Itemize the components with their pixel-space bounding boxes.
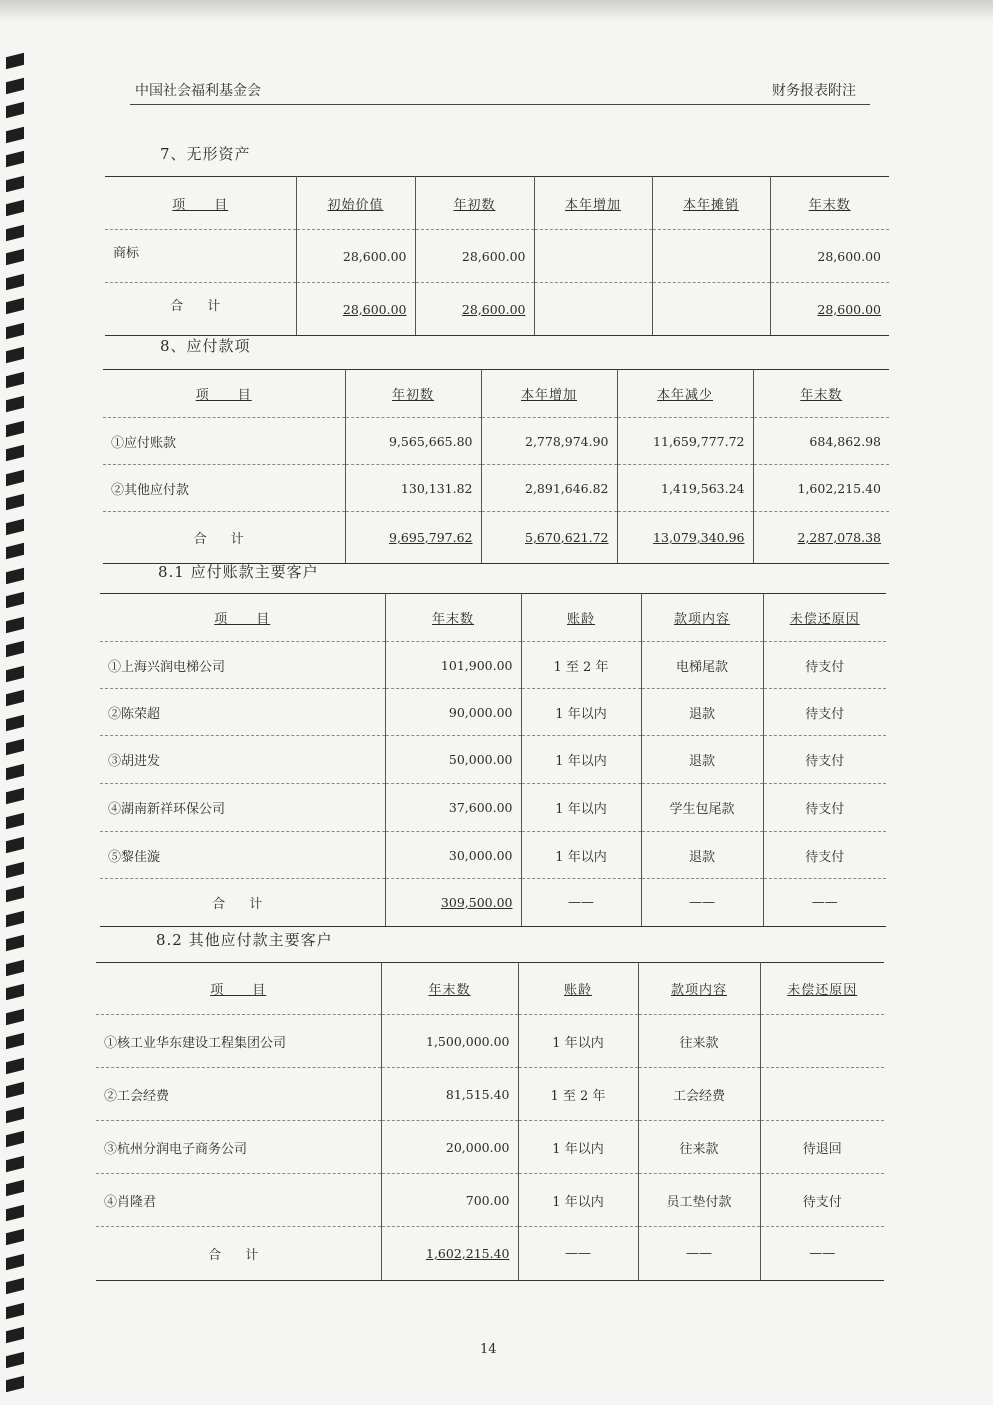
binding-mark	[6, 1229, 24, 1245]
binding-mark	[6, 518, 24, 534]
spiral-binding	[0, 40, 30, 1405]
binding-mark	[6, 763, 24, 779]
cell-reason	[760, 1068, 884, 1121]
col-header-aging: 账龄	[563, 983, 592, 998]
cell-value: 28,600.00	[770, 230, 889, 283]
cell-value: 37,600.00	[385, 784, 521, 832]
table-row	[96, 1068, 884, 1121]
binding-mark	[6, 371, 24, 387]
binding-mark	[6, 322, 24, 338]
cell-value	[534, 230, 652, 283]
binding-mark	[6, 1057, 24, 1073]
binding-mark	[6, 837, 24, 853]
cell-aging: 1 至 2 年	[518, 1068, 638, 1121]
cell-item: ③杭州分润电子商务公司	[96, 1121, 381, 1174]
binding-mark	[6, 1327, 24, 1343]
total-value: 309,500.00	[385, 879, 521, 927]
col-header-item: 项 目	[210, 983, 267, 998]
binding-mark	[6, 298, 24, 314]
binding-mark	[6, 959, 24, 975]
other-payables-customers-table	[96, 962, 884, 1281]
cell-aging: 1 年以内	[518, 1121, 638, 1174]
cell-value: 684,862.98	[753, 418, 889, 465]
table-row	[100, 784, 886, 832]
cell-aging: 1 年以内	[518, 1015, 638, 1068]
col-header-item: 项 目	[195, 388, 252, 403]
cell-aging: 1 年以内	[521, 736, 641, 784]
col-header-end-year: 年末数	[428, 983, 471, 998]
binding-mark	[6, 1376, 24, 1392]
binding-mark	[6, 77, 24, 93]
col-header-reason: 未偿还原因	[787, 983, 858, 998]
cell-value: 30,000.00	[385, 832, 521, 879]
cell-reason: 待支付	[763, 784, 886, 832]
total-dash: ——	[518, 1227, 638, 1281]
table-row	[103, 418, 889, 465]
cell-content: 退款	[641, 832, 763, 879]
col-header-begin-year: 年初数	[391, 388, 434, 403]
total-value	[534, 283, 652, 336]
cell-value: 2,778,974.90	[481, 418, 617, 465]
binding-mark	[6, 273, 24, 289]
col-header-increase: 本年增加	[564, 197, 621, 213]
table-row	[100, 642, 886, 689]
cell-reason: 待退回	[760, 1121, 884, 1174]
cell-item: ③胡进发	[100, 736, 385, 784]
binding-mark	[6, 616, 24, 632]
binding-mark	[6, 1008, 24, 1024]
cell-item: ②工会经费	[96, 1068, 381, 1121]
cell-content: 电梯尾款	[641, 642, 763, 689]
total-label: 合 计	[100, 879, 385, 927]
cell-value: 20,000.00	[381, 1121, 518, 1174]
binding-mark	[6, 1278, 24, 1294]
binding-mark	[6, 984, 24, 1000]
total-label: 合 计	[96, 1227, 381, 1281]
total-value: 5,670,621.72	[481, 512, 617, 564]
binding-mark	[6, 1351, 24, 1367]
section-7-title: 7、无形资产	[160, 145, 251, 163]
binding-mark	[6, 1131, 24, 1147]
binding-mark	[6, 886, 24, 902]
table-row	[100, 832, 886, 879]
total-value: 13,079,340.96	[617, 512, 753, 564]
cell-value: 28,600.00	[415, 230, 534, 283]
total-label: 合 计	[105, 283, 296, 336]
binding-mark	[6, 665, 24, 681]
cell-item: ④肖隆君	[96, 1174, 381, 1227]
cell-value: 90,000.00	[385, 689, 521, 736]
cell-item: ②陈荣超	[100, 689, 385, 736]
col-header-aging: 账龄	[566, 612, 595, 627]
cell-value: 2,891,646.82	[481, 465, 617, 512]
cell-item: 商标	[105, 230, 296, 283]
cell-item: ①上海兴润电梯公司	[100, 642, 385, 689]
cell-content: 员工垫付款	[638, 1174, 760, 1227]
cell-reason: 待支付	[763, 642, 886, 689]
cell-item: ①核工业华东建设工程集团公司	[96, 1015, 381, 1068]
col-header-content: 款项内容	[670, 983, 727, 998]
col-header-content: 款项内容	[673, 612, 730, 627]
binding-mark	[6, 1106, 24, 1122]
cell-aging: 1 年以内	[521, 689, 641, 736]
binding-mark	[6, 102, 24, 118]
table-row	[96, 1121, 884, 1174]
binding-mark	[6, 347, 24, 363]
col-header-begin-year: 年初数	[453, 197, 496, 213]
col-header-initial-value: 初始价值	[327, 197, 384, 213]
table-header-row	[105, 177, 889, 230]
cell-reason: 待支付	[763, 689, 886, 736]
binding-mark	[6, 861, 24, 877]
cell-value: 1,500,000.00	[381, 1015, 518, 1068]
header-rule	[130, 104, 870, 105]
total-dash: ——	[638, 1227, 760, 1281]
binding-mark	[6, 1204, 24, 1220]
table-header-row	[100, 594, 886, 642]
col-header-item: 项 目	[172, 197, 229, 213]
accounts-payable-customers-table	[100, 593, 886, 927]
table-row	[96, 1015, 884, 1068]
intangible-assets-table	[105, 176, 889, 336]
cell-reason: 待支付	[763, 832, 886, 879]
cell-item: ②其他应付款	[103, 465, 345, 512]
table-row	[103, 465, 889, 512]
binding-mark	[6, 910, 24, 926]
binding-mark	[6, 494, 24, 510]
binding-mark	[6, 445, 24, 461]
total-value: 1,602,215.40	[381, 1227, 518, 1281]
section-8-title: 8、应付款项	[160, 337, 251, 355]
binding-mark	[6, 53, 24, 69]
table-row	[100, 689, 886, 736]
binding-mark	[6, 1180, 24, 1196]
total-value	[652, 283, 770, 336]
total-row	[103, 512, 889, 564]
binding-mark	[6, 1082, 24, 1098]
col-header-end-year: 年末数	[808, 197, 851, 213]
binding-mark	[6, 1155, 24, 1171]
binding-mark	[6, 641, 24, 657]
cell-reason: 待支付	[763, 736, 886, 784]
col-header-reason: 未偿还原因	[789, 612, 860, 627]
col-header-end-year: 年末数	[800, 388, 843, 403]
total-row	[105, 283, 889, 336]
section-8-1-title: 8.1 应付账款主要客户	[158, 563, 319, 581]
binding-mark	[6, 1302, 24, 1318]
binding-mark	[6, 420, 24, 436]
section-8-2-title: 8.2 其他应付款主要客户	[156, 931, 333, 949]
cell-value: 700.00	[381, 1174, 518, 1227]
binding-mark	[6, 151, 24, 167]
payables-table	[103, 369, 889, 564]
total-value: 28,600.00	[415, 283, 534, 336]
binding-mark	[6, 690, 24, 706]
table-header-row	[96, 963, 884, 1015]
header-doc-title: 财务报表附注	[772, 83, 856, 99]
cell-content: 学生包尾款	[641, 784, 763, 832]
col-header-increase: 本年增加	[520, 388, 577, 403]
cell-aging: 1 年以内	[521, 832, 641, 879]
binding-mark	[6, 126, 24, 142]
cell-content: 退款	[641, 736, 763, 784]
binding-mark	[6, 200, 24, 216]
total-value: 28,600.00	[770, 283, 889, 336]
total-dash: ——	[760, 1227, 884, 1281]
col-header-amortization: 本年摊销	[682, 197, 739, 213]
cell-value: 1,419,563.24	[617, 465, 753, 512]
cell-aging: 1 年以内	[521, 784, 641, 832]
table-row	[100, 736, 886, 784]
total-dash: ——	[641, 879, 763, 927]
cell-item: ④湖南新祥环保公司	[100, 784, 385, 832]
page-number: 14	[480, 1342, 497, 1357]
table-row	[96, 1174, 884, 1227]
total-value: 28,600.00	[296, 283, 415, 336]
cell-aging: 1 至 2 年	[521, 642, 641, 689]
total-value: 9,695,797.62	[345, 512, 481, 564]
binding-mark	[6, 935, 24, 951]
cell-value: 81,515.40	[381, 1068, 518, 1121]
total-row	[100, 879, 886, 927]
page-top-shadow	[0, 0, 993, 22]
binding-mark	[6, 788, 24, 804]
cell-value: 11,659,777.72	[617, 418, 753, 465]
cell-aging: 1 年以内	[518, 1174, 638, 1227]
col-header-end-year: 年末数	[431, 612, 474, 627]
total-dash: ——	[763, 879, 886, 927]
header-org: 中国社会福利基金会	[135, 83, 261, 99]
col-header-decrease: 本年减少	[656, 388, 713, 403]
cell-content: 工会经费	[638, 1068, 760, 1121]
binding-mark	[6, 714, 24, 730]
binding-mark	[6, 1253, 24, 1269]
cell-value: 50,000.00	[385, 736, 521, 784]
binding-mark	[6, 1033, 24, 1049]
binding-mark	[6, 175, 24, 191]
cell-content: 退款	[641, 689, 763, 736]
binding-mark	[6, 469, 24, 485]
col-header-item: 项 目	[214, 612, 271, 627]
total-dash: ——	[521, 879, 641, 927]
cell-item: ①应付账款	[103, 418, 345, 465]
cell-value: 101,900.00	[385, 642, 521, 689]
table-header-row	[103, 370, 889, 418]
cell-reason: 待支付	[760, 1174, 884, 1227]
cell-value: 28,600.00	[296, 230, 415, 283]
binding-mark	[6, 249, 24, 265]
binding-mark	[6, 739, 24, 755]
binding-mark	[6, 396, 24, 412]
cell-item: ⑤黎佳漩	[100, 832, 385, 879]
cell-reason	[760, 1015, 884, 1068]
total-label: 合 计	[103, 512, 345, 564]
total-row	[96, 1227, 884, 1281]
table-row	[105, 230, 889, 283]
cell-content: 往来款	[638, 1121, 760, 1174]
cell-value: 1,602,215.40	[753, 465, 889, 512]
binding-mark	[6, 224, 24, 240]
binding-mark	[6, 812, 24, 828]
total-value: 2,287,078.38	[753, 512, 889, 564]
cell-value: 9,565,665.80	[345, 418, 481, 465]
binding-mark	[6, 543, 24, 559]
cell-content: 往来款	[638, 1015, 760, 1068]
binding-mark	[6, 567, 24, 583]
cell-value: 130,131.82	[345, 465, 481, 512]
binding-mark	[6, 592, 24, 608]
cell-value	[652, 230, 770, 283]
